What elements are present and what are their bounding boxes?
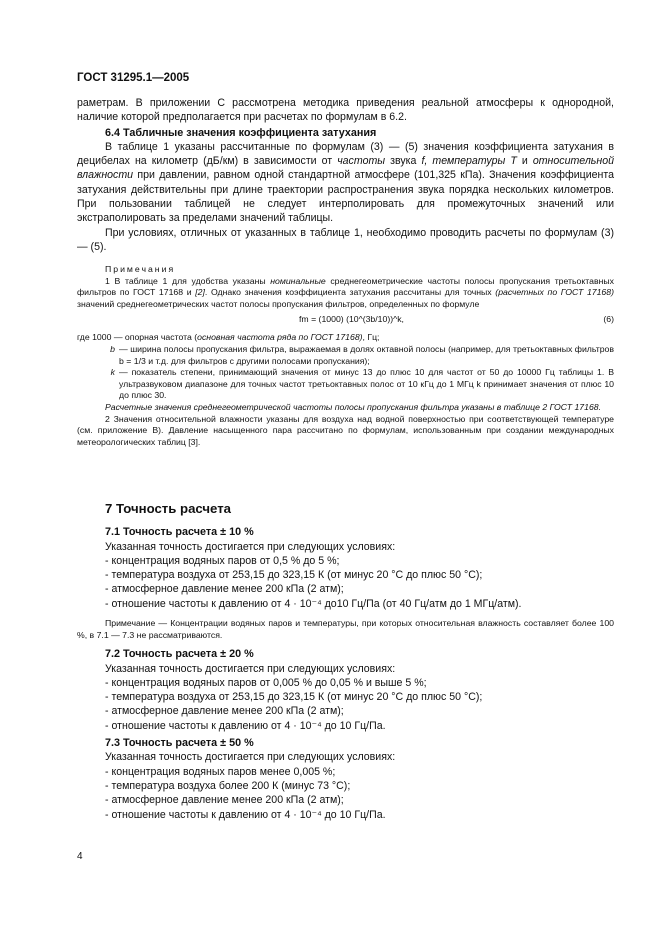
section-7-2-item: - концентрация водяных паров от 0,005 % до 0,05 % и выше 5 %;	[105, 676, 427, 689]
doc-header: ГОСТ 31295.1—2005	[77, 72, 190, 84]
section-7-2-title: 7.2 Точность расчета ± 20 %	[105, 648, 254, 661]
formula-number: (6)	[603, 314, 614, 325]
body-top	[77, 96, 614, 254]
section-7-1-item: - атмосферное давление менее 200 кПа (2 атм);	[105, 583, 344, 596]
section-7-2-item: - атмосферное давление менее 200 кПа (2 атм);	[105, 705, 344, 718]
section-7-title: 7 Точность расчета	[105, 501, 232, 516]
section-7-3-item: - температура воздуха более 200 К (минус 73 °С);	[105, 779, 351, 792]
section-7-3-title: 7.3 Точность расчета ± 50 %	[105, 737, 254, 750]
section-6-4-paragraph-2: При условиях, отличных от указанных в таблице 1, необходимо проводить расчеты по формулам (3) — (5).	[77, 226, 614, 253]
note-2: 2 Значения относительной влажности указаны для воздуха над водной поверхностью при соответствующей температуре (см. приложение В). Давление насыщенного пара рассчитано по формулам, использованным при создании международных метеорологических таблиц [3].	[77, 413, 614, 447]
definition-b: b — ширина полосы пропускания фильтра, выражаемая в долях октавной полосы (например, для третьоктавных фильтров b = 1/3 и т.д. для фильтров с другими полосами пропускания);	[110, 343, 614, 366]
section-7-1-item: - концентрация водяных паров от 0,5 % до 5 %;	[105, 554, 340, 567]
definition-k: k — показатель степени, принимающий значения от минус 13 до плюс 10 для частот от 50 до 10000 Гц таблицы 1. В ультразвуковом диапазоне для точных частот третьоктавных полос от 10 кГц до 1 МГц k принимает значения от плюс 10 до плюс 30.	[110, 367, 614, 401]
section-6-4-paragraph-1: В таблице 1 указаны рассчитанные по формулам (3) — (5) значения коэффициента затухания в децибелах на километр (дБ/км) в зависимости от частоты звука f, температуры T и относительной влажности при давлении, равном одной стандартной атмосфере (101,325 кПа). Значения коэффициента затухания действительны при длине траектории распространения звука порядка нескольких километров. При пользовании таблицей не следует интерполировать для промежуточных значений или экстраполировать за пределами значений таблицы.	[77, 140, 614, 225]
section-7-2-item: - отношение частоты к давлению от 4 · 10⁻⁴ до 10 Гц/Па.	[105, 719, 386, 732]
section-7-3-item: - концентрация водяных паров менее 0,005 %;	[105, 765, 336, 778]
section-7-1-lead: Указанная точность достигается при следующих условиях:	[105, 540, 396, 553]
section-7-3-item: - атмосферное давление менее 200 кПа (2 атм);	[105, 794, 344, 807]
section-7-2-lead: Указанная точность достигается при следующих условиях:	[105, 662, 396, 675]
formula-text: fm = (1000) (10^(3b/10))^k,	[299, 314, 404, 325]
section-7-1-note: Примечание — Концентрации водяных паров и температуры, при которых относительная влажность составляет более 100 %, в 7.1 — 7.3 не рассматриваются.	[77, 618, 614, 640]
notes-block	[77, 264, 614, 448]
section-7-3-lead: Указанная точность достигается при следующих условиях:	[105, 751, 396, 764]
section-7-1-item: - отношение частоты к давлению от 4 · 10⁻⁴ до10 Гц/Па (от 40 Гц/атм до 1 МГц/атм).	[105, 597, 522, 610]
where-line: где 1000 — опорная частота (основная частота ряда по ГОСТ 17168), Гц;	[77, 332, 380, 343]
section-7-1-title: 7.1 Точность расчета ± 10 %	[105, 526, 254, 539]
note-1: 1 В таблице 1 для удобства указаны номинальные среднегеометрические частоты полосы пропускания третьоктавных фильтров по ГОСТ 17168 и [2]. Однако значения коэффициента затухания рассчитаны для точных (расчетных по ГОСТ 17168) значений среднегеометрических частот полосы пропускания фильтров, определенных по формуле	[77, 275, 615, 309]
section-7-3-item: - отношение частоты к давлению от 4 · 10⁻⁴ до 10 Гц/Па.	[105, 808, 386, 821]
page-number: 4	[77, 851, 83, 862]
section-7-2-item: - температура воздуха от 253,15 до 323,15 К (от минус 20 °С до плюс 50 °С);	[105, 691, 483, 704]
section-6-4-title: 6.4 Табличные значения коэффициента затухания	[105, 126, 377, 139]
intro-paragraph: раметрам. В приложении С рассмотрена методика приведения реальной атмосферы к однородной, наличие которой предполагается при расчетах по формулам в 6.2.	[77, 97, 614, 124]
formula-6	[77, 310, 614, 332]
note-italic-line: Расчетные значения среднегеометрической частоты полосы пропускания фильтра указаны в таблице 2 ГОСТ 17168.	[105, 401, 602, 412]
notes-heading: Примечания	[105, 264, 176, 274]
section-7	[77, 502, 614, 822]
section-7-1-item: - температура воздуха от 253,15 до 323,15 К (от минус 20 °С до плюс 50 °С);	[105, 569, 483, 582]
